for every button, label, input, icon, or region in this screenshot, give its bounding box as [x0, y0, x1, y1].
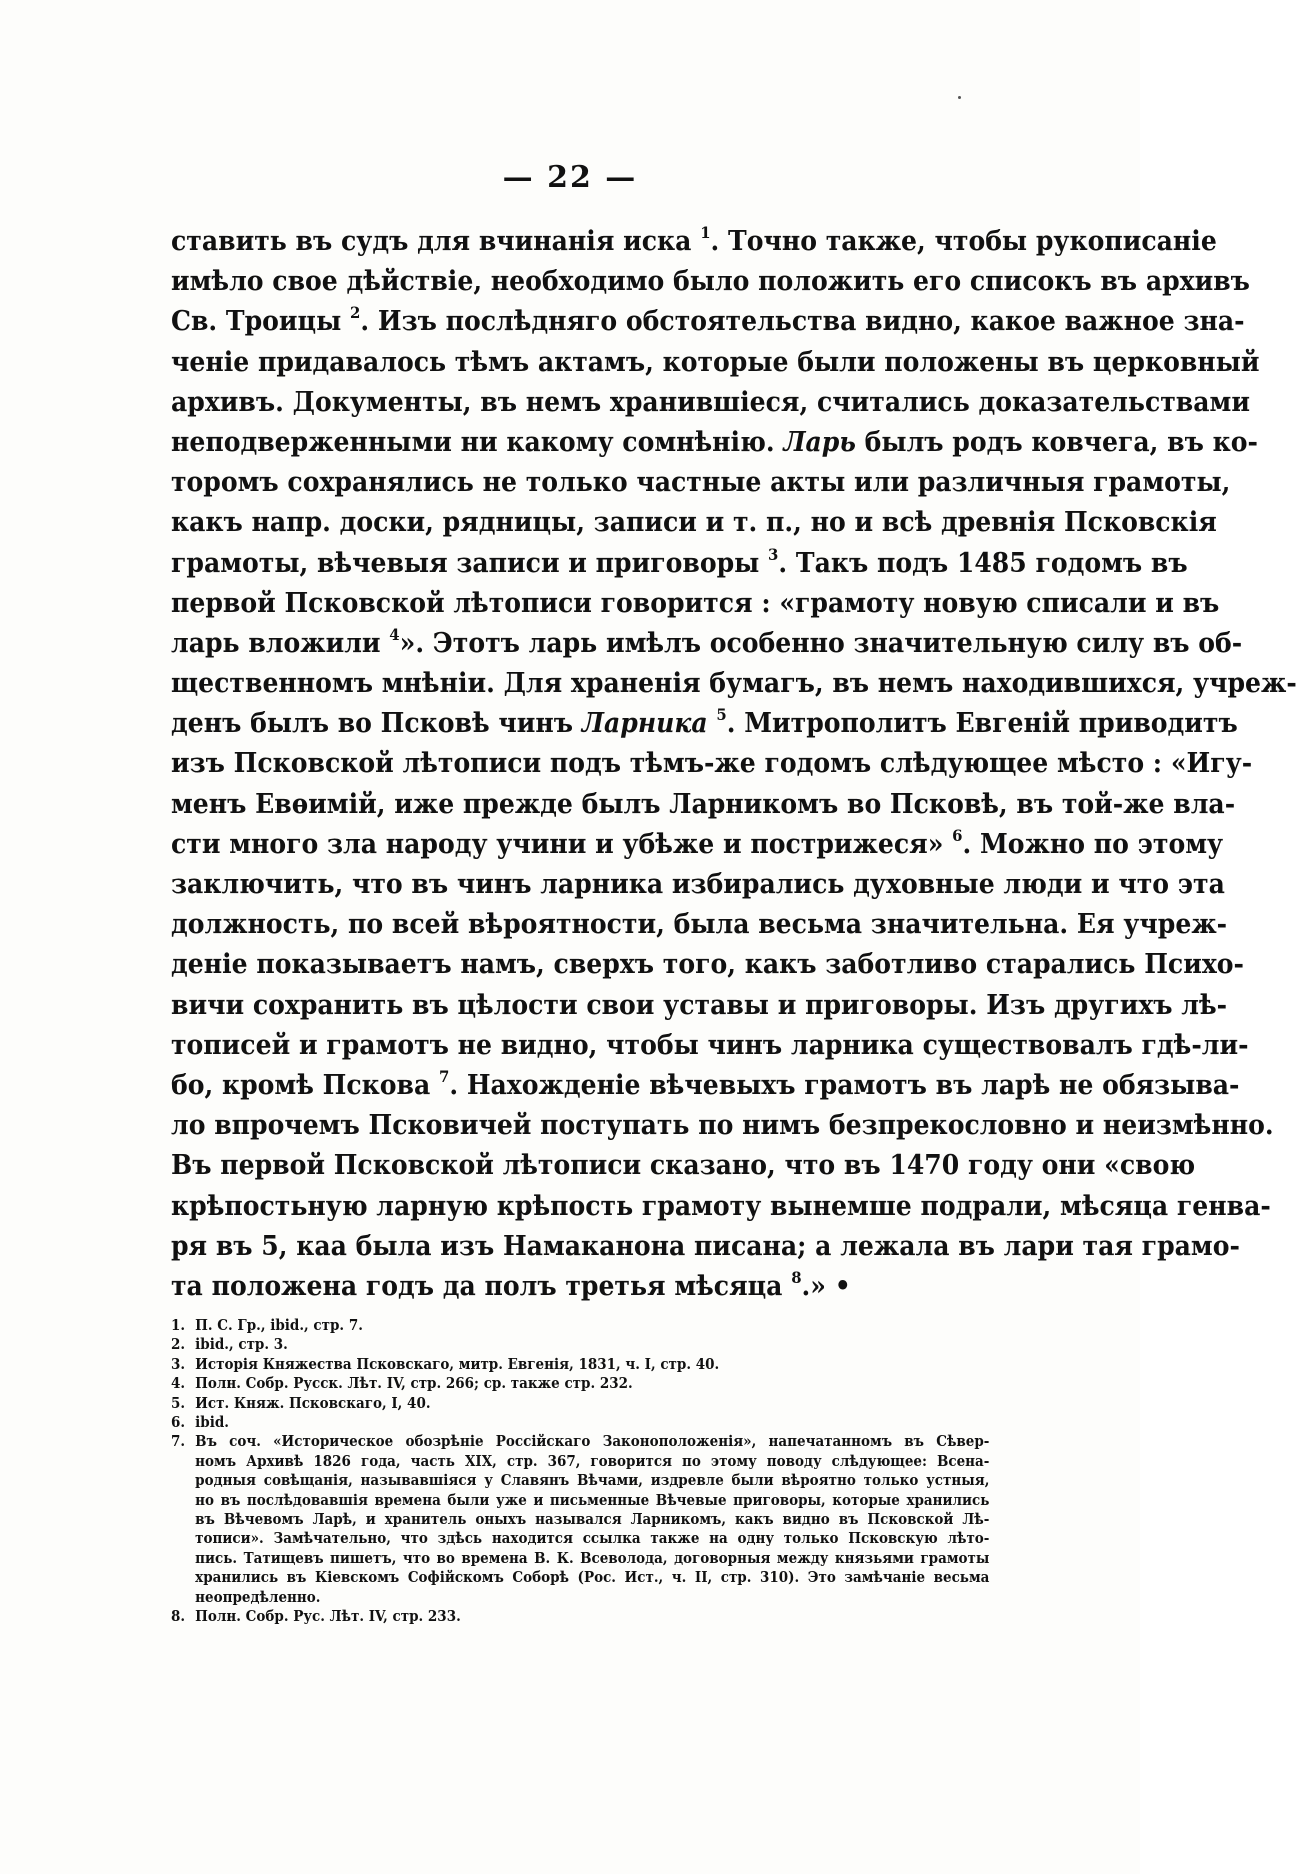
text-run: тописей и грамотъ не видно, чтобы чинъ ларника существовалъ гдѣ-ли-: [171, 1029, 1249, 1061]
text-line: [171, 343, 1260, 383]
text-line: [171, 584, 1220, 624]
footnote-text: Исторія Княжества Псковскаго, митр. Евгенія, 1831, ч. I, стр. 40.: [195, 1355, 720, 1373]
footnote-line: [171, 1355, 989, 1374]
text-line: [171, 986, 1228, 1026]
text-line: [171, 865, 1225, 905]
footnote-text: родныя совѣщанія, называвшіяся у Славянъ Вѣчами, издревле были вѣроятно только устныя,: [195, 1472, 990, 1490]
footnote-text: пись. Татищевъ пишетъ, что во времена В. К. Всеволода, договорныя между князьями грамоты: [195, 1549, 990, 1567]
footnote-line: [171, 1588, 989, 1607]
footnote-line: [171, 1568, 989, 1587]
text-run: ларь вложили: [171, 627, 390, 659]
text-line: [171, 1066, 1240, 1106]
text-run: . Такъ подъ 1485 годомъ въ: [778, 547, 1188, 579]
text-run: архивъ. Документы, въ немъ хранившіеся, считались доказательствами: [171, 386, 1250, 418]
text-run: ». Этотъ ларь имѣлъ особенно значительную силу въ об-: [399, 627, 1243, 659]
footnote-text: въ Вѣчевомъ Ларѣ, и хранитель оныхъ назывался Ларникомъ, какъ видно въ Псковской Лѣ-: [195, 1511, 990, 1528]
footnote-line: [171, 1491, 989, 1510]
footnote-number: 2.: [171, 1336, 186, 1354]
page-number: — 22 —: [502, 160, 638, 195]
footnote-ref: 3: [768, 544, 779, 564]
text-line: [171, 785, 1236, 825]
footnote-ref: 6: [952, 825, 963, 845]
footnotes: [171, 1316, 989, 1626]
text-run: .» •: [801, 1270, 851, 1302]
footnote-line: [171, 1374, 989, 1393]
text-line: [171, 664, 1297, 704]
italic-term: Ларника: [581, 708, 708, 740]
text-run: должность, по всей вѣроятности, была весьма значительна. Ея учреж-: [171, 909, 1228, 941]
footnote-line: [171, 1316, 989, 1335]
footnote-line: [171, 1452, 989, 1471]
text-run: изъ Псковской лѣтописи подъ тѣмъ-же годомъ слѣдующее мѣсто : «Игу-: [171, 748, 1253, 780]
text-run: ставить въ судъ для вчинанія иска: [171, 226, 701, 257]
text-line: [171, 825, 1224, 865]
text-line: [171, 1187, 1271, 1227]
text-run: былъ родъ ковчега, въ ко-: [855, 426, 1258, 458]
footnote-number: 3.: [171, 1355, 186, 1373]
text-line: [171, 905, 1228, 945]
text-run: вичи сохранить въ цѣлости свои уставы и приговоры. Изъ другихъ лѣ-: [171, 989, 1228, 1021]
text-line: [171, 1227, 1240, 1267]
footnote-number: 1.: [171, 1317, 186, 1334]
text-run: щественномъ мнѣніи. Для храненія бумагъ, въ немъ находившихся, учреж-: [171, 668, 1297, 700]
footnote-number: 7.: [171, 1433, 186, 1451]
text-run: . Точно также, чтобы рукописаніе: [710, 226, 1217, 257]
text-run: неподверженными ни какому сомнѣнію.: [171, 426, 784, 458]
text-line: [171, 1267, 1016, 1307]
text-run: какъ напр. доски, рядницы, записи и т. п., но и всѣ древнія Псковскія: [171, 507, 1217, 539]
footnote-ref: 8: [791, 1267, 802, 1287]
text-run: деніе показываетъ намъ, сверхъ того, какъ заботливо старались Психо-: [171, 949, 1244, 981]
text-run: грамоты, вѣчевыя записи и приговоры: [171, 547, 769, 579]
footnote-text: ibid.: [195, 1414, 229, 1432]
footnote-text: ibid., стр. 3.: [195, 1336, 288, 1354]
footnote-number: 8.: [171, 1607, 186, 1625]
text-line: [171, 302, 1245, 342]
text-run: . Нахожденіе вѣчевыхъ грамотъ въ ларѣ не обязыва-: [449, 1069, 1240, 1101]
text-run: имѣло свое дѣйствіе, необходимо было положить его списокъ въ архивъ: [171, 266, 1250, 298]
footnote-text: номъ Архивѣ 1826 года, часть XIX, стр. 367, говорится по этому поводу слѣдующее: Всена-: [195, 1452, 990, 1470]
text-run: первой Псковской лѣтописи говорится : «грамоту новую списали и въ: [171, 587, 1220, 619]
footnote-text: хранились въ Кіевскомъ Софійскомъ Соборѣ (Рос. Ист., ч. II, стр. 310). Это замѣчаніе весьма: [195, 1569, 990, 1587]
text-run: ченіе придавалось тѣмъ актамъ, которые были положены въ церковный: [171, 346, 1260, 378]
footnote-text: но въ послѣдовавшія времена были уже и письменные Вѣчевые приговоры, которые хранились: [195, 1491, 990, 1509]
footnote-line: [171, 1413, 989, 1432]
page-speck: [958, 96, 961, 99]
text-line: [171, 222, 1217, 262]
text-line: [171, 544, 1188, 584]
footnote-line: [171, 1471, 989, 1490]
footnote-text: тописи». Замѣчательно, что здѣсь находится ссылка также на одну только Псковскую лѣто-: [195, 1530, 990, 1548]
footnote-text: П. С. Гр., ibid., стр. 7.: [195, 1317, 363, 1334]
text-run: Св. Троицы: [171, 306, 350, 338]
text-line: [171, 262, 1250, 302]
footnote-ref: 2: [349, 303, 361, 323]
footnote-text: Полн. Собр. Русск. Лѣт. IV, стр. 266; ср. также стр. 232.: [195, 1375, 633, 1393]
text-line: [171, 1146, 1196, 1186]
text-run: та положена годъ да полъ третья мѣсяца: [171, 1270, 792, 1302]
text-run: бо, кромѣ Пскова: [171, 1069, 439, 1101]
footnote-ref: 7: [438, 1066, 450, 1086]
footnote-line: [171, 1529, 989, 1548]
text-line: [171, 945, 1244, 985]
main-text: [171, 222, 1297, 1307]
text-run: . Изъ послѣдняго обстоятельства видно, какое важное зна-: [360, 306, 1245, 338]
footnote-line: [171, 1607, 989, 1626]
footnote-ref: 1: [700, 223, 711, 242]
text-run: менъ Евѳимій, иже прежде былъ Ларникомъ во Псковѣ, въ той-же вла-: [171, 788, 1236, 820]
text-run: . Митрополитъ Евгеній приводитъ: [726, 708, 1238, 740]
footnote-line: [171, 1510, 989, 1529]
footnote-line: [171, 1432, 989, 1451]
text-line: [171, 1026, 1249, 1066]
text-line: [171, 624, 1243, 664]
text-run: Въ первой Псковской лѣтописи сказано, что въ 1470 году они «свою: [171, 1150, 1196, 1182]
text-run: ло впрочемъ Псковичей поступать по нимъ безпрекословно и неизмѣнно.: [171, 1110, 1274, 1142]
text-line: [171, 503, 1217, 543]
text-run: торомъ сохранялись не только частные акты или различныя грамоты,: [171, 467, 1231, 499]
footnote-text: Въ соч. «Историческое обозрѣніе Россійскаго Законоположенія», напечатанномъ въ Сѣвер-: [195, 1433, 990, 1451]
text-line: [171, 704, 1238, 744]
footnote-text: неопредѣленно.: [195, 1588, 321, 1606]
text-line: [171, 744, 1253, 784]
text-line: [171, 423, 1258, 463]
text-run: крѣпостьную ларную крѣпость грамоту вынемше подрали, мѣсяца генва-: [171, 1190, 1271, 1222]
footnote-text: Ист. Княж. Псковскаго, I, 40.: [195, 1394, 431, 1412]
footnote-number: 6.: [171, 1414, 186, 1432]
footnote-text: Полн. Собр. Рус. Лѣт. IV, стр. 233.: [195, 1607, 461, 1625]
text-run: денъ былъ во Псковѣ чинъ: [171, 708, 582, 740]
footnote-number: 4.: [171, 1375, 186, 1393]
footnote-ref: 5: [716, 705, 727, 725]
footnote-line: [171, 1394, 989, 1413]
text-run: . Можно по этому: [962, 828, 1224, 860]
italic-term: Ларь: [783, 426, 856, 458]
footnote-ref: 4: [389, 624, 400, 644]
footnote-line: [171, 1549, 989, 1568]
text-line: [171, 463, 1231, 503]
text-run: заключить, что въ чинъ ларника избирались духовные люди и что эта: [171, 869, 1225, 900]
text-run: ря въ 5, каа была изъ Намаканона писана; а лежала въ лари тая грамо-: [171, 1230, 1240, 1262]
text-line: [171, 1106, 1274, 1146]
text-run: сти много зла народу учини и убѣже и пострижеся»: [171, 828, 953, 860]
footnote-number: 5.: [171, 1394, 186, 1412]
text-line: [171, 383, 1250, 423]
footnote-line: [171, 1335, 989, 1354]
